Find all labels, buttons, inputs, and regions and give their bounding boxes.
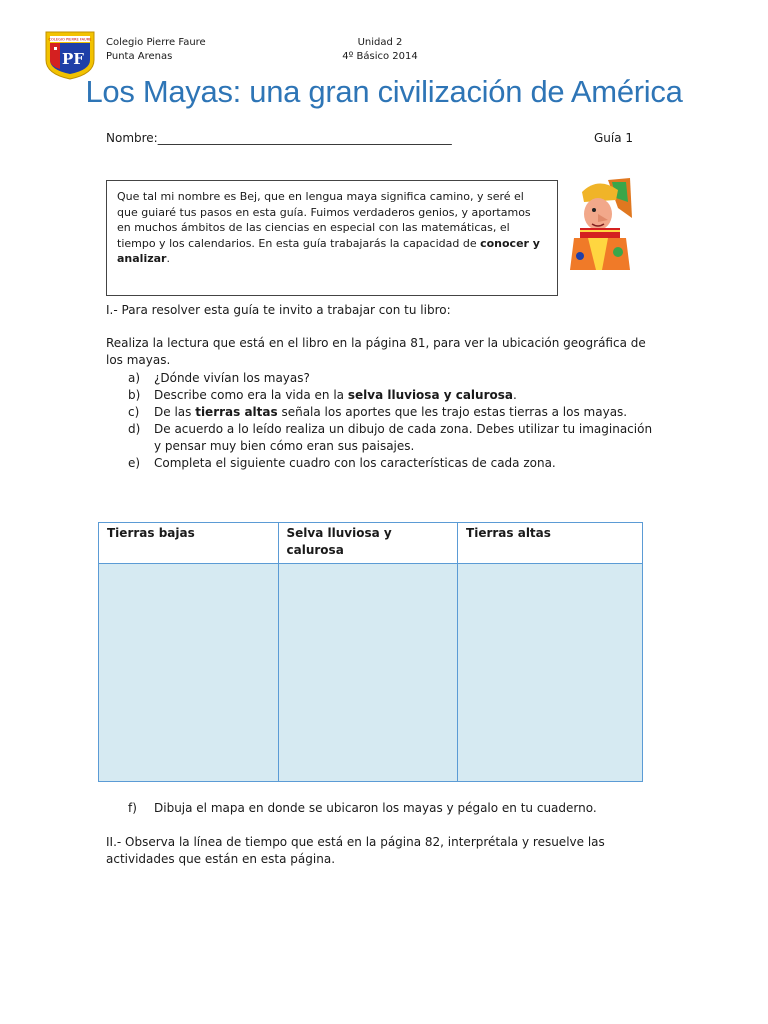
item-text: Describe como era la vida en la xyxy=(154,388,348,402)
item-label: e) xyxy=(128,456,141,470)
school-logo xyxy=(42,30,98,80)
unit-info xyxy=(330,36,430,64)
school-info xyxy=(106,36,206,64)
item-bold: selva lluviosa y calurosa xyxy=(347,388,513,402)
item-text: Dibuja el mapa en donde se ubicaron los mayas y pégalo en tu cuaderno. xyxy=(154,801,597,815)
grade-year: 4º Básico 2014 xyxy=(342,51,418,62)
name-field[interactable]: Nombre:_________________________________________________ xyxy=(106,131,452,145)
item-text: De las xyxy=(154,405,196,419)
answer-cell-tierras-altas[interactable] xyxy=(458,564,643,782)
list-item xyxy=(128,421,658,455)
intro-text: Que tal mi nombre es Bej, que en lengua maya significa camino, y seré el que guiaré tus pasos en esta guía. Fuimos verdaderos genios, y aportamos en muchos ámbitos de las ciencias en especial con las matemáticas, el tiempo y los calendarios. En esta guía trabajarás la capacidad de xyxy=(117,190,531,250)
item-label: b) xyxy=(128,388,141,402)
item-label: a) xyxy=(128,371,141,385)
item-label: c) xyxy=(128,405,140,419)
guide-number: Guía 1 xyxy=(594,131,634,145)
zones-table xyxy=(98,522,643,782)
school-name: Colegio Pierre Faure xyxy=(106,37,206,48)
intro-end: . xyxy=(166,252,170,265)
item-text: Completa el siguiente cuadro con los características de cada zona. xyxy=(154,456,556,470)
logo-banner-text: COLEGIO PIERRE FAURE xyxy=(48,37,92,42)
list-item xyxy=(128,404,658,421)
intro-bold: conocer y analizar xyxy=(117,236,540,265)
item-text: De acuerdo a lo leído realiza un dibujo de cada zona. Debes utilizar tu imaginación y pensar muy bien cómo eran sus paisajes. xyxy=(154,422,653,453)
item-f xyxy=(128,800,688,817)
intro-box xyxy=(106,180,558,296)
list-item xyxy=(128,455,658,472)
item-text-end: señala los aportes que les trajo estas tierras a los mayas. xyxy=(277,405,628,419)
item-text: ¿Dónde vivían los mayas? xyxy=(154,371,310,385)
unit-label: Unidad 2 xyxy=(357,37,403,48)
item-text-end: . xyxy=(513,388,517,402)
list-item xyxy=(128,387,658,404)
column-header-selva: Selva lluviosa y calurosa xyxy=(278,523,458,564)
answer-cell-tierras-bajas[interactable] xyxy=(99,564,279,782)
section-1-heading: I.- Para resolver esta guía te invito a trabajar con tu libro: xyxy=(106,303,451,317)
logo-letters: PF xyxy=(62,50,84,68)
section-2-text: II.- Observa la línea de tiempo que está en la página 82, interprétala y resuelve las actividades que están en esta página. xyxy=(106,835,605,866)
question-list xyxy=(128,370,658,472)
table-row xyxy=(99,564,643,782)
list-item xyxy=(128,370,658,387)
item-bold: tierras altas xyxy=(195,405,278,419)
mayan-character-illustration xyxy=(568,178,632,270)
table-header-row xyxy=(99,523,643,564)
item-label: d) xyxy=(128,422,141,436)
school-city: Punta Arenas xyxy=(106,51,173,62)
section-1-paragraph: Realiza la lectura que está en el libro en la página 81, para ver la ubicación geográfica de los mayas. xyxy=(106,336,646,367)
column-header-tierras-bajas: Tierras bajas xyxy=(99,523,279,564)
answer-cell-selva[interactable] xyxy=(278,564,458,782)
column-header-tierras-altas: Tierras altas xyxy=(458,523,643,564)
page-title: Los Mayas: una gran civilización de América xyxy=(85,74,683,109)
item-label: f) xyxy=(128,801,137,815)
